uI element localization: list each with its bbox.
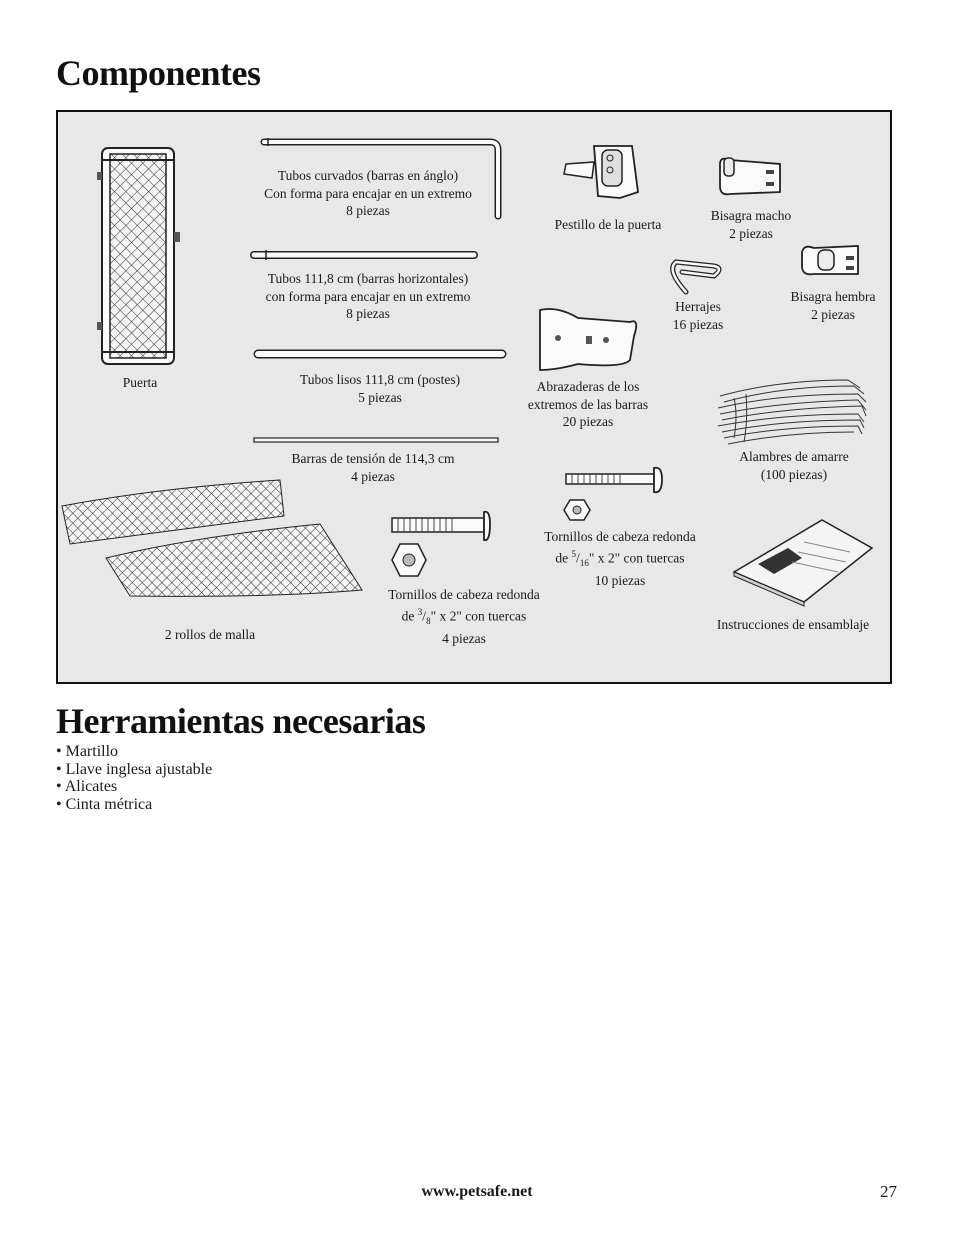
tension-bar-icon — [254, 438, 498, 442]
list-item: • Llave inglesa ajustable — [56, 760, 213, 778]
end-clamp-icon — [540, 309, 636, 370]
curved-tubes-label: Tubos curvados (barras en ánglo) Con forma para encajar en un extremo 8 piezas — [264, 168, 472, 218]
tie-wires-label: Alambres de amarre (100 piezas) — [739, 449, 849, 482]
page-title: Componentes — [56, 53, 261, 93]
mesh-rolls-label: 2 rollos de malla — [164, 627, 256, 642]
hardware-label: Herrajes 16 piezas — [672, 299, 724, 332]
components-panel — [56, 110, 892, 684]
end-clamps-label: Abrazaderas de los extremos de las barras 20 piezas — [527, 379, 649, 429]
footer-url: www.petsafe.net — [421, 1183, 533, 1200]
gate-label: Puerta — [122, 375, 158, 390]
gate-icon — [97, 148, 180, 364]
tools-title: Herramientas necesarias — [56, 701, 426, 741]
tools-list — [56, 743, 212, 813]
nut-38-icon — [392, 544, 426, 576]
bolt-516-icon — [566, 468, 662, 493]
list-item: • Cinta métrica — [56, 795, 153, 813]
instructions-booklet-icon — [734, 520, 872, 606]
tie-wires-icon — [718, 380, 866, 444]
gate-latch-label: Pestillo de la puerta — [554, 217, 662, 232]
list-item: • Martillo — [56, 743, 119, 760]
list-item: • Alicates — [56, 778, 118, 795]
page-number: 27 — [880, 1182, 897, 1201]
post-tubes-label: Tubos lisos 111,8 cm (postes) 5 piezas — [299, 372, 461, 405]
bolts-38-label: Tornillos de cabeza redonda de $^3/_8$" x 2" con tuercas 4 piezas — [388, 587, 540, 647]
gate-latch-icon — [564, 146, 638, 198]
female-hinge-icon — [802, 246, 858, 274]
male-hinge-label: Bisagra macho 2 piezas — [710, 208, 792, 241]
female-hinge-label: Bisagra hembra 2 piezas — [790, 289, 876, 322]
bolts-516-label: Tornillos de cabeza redonda de $^5/_{16}$" x 2" con tuercas 10 piezas — [544, 529, 696, 589]
horizontal-tube-icon — [254, 250, 474, 260]
nut-516-icon — [564, 500, 590, 520]
horizontal-tubes-label: Tubos 111,8 cm (barras horizontales) con forma para encajar en un extremo 8 piezas — [265, 271, 471, 321]
hardware-clip-icon — [673, 262, 719, 292]
male-hinge-icon — [720, 158, 780, 194]
bolt-38-icon — [392, 512, 490, 540]
mesh-roll-icon — [62, 480, 362, 596]
tension-bars-label: Barras de tensión de 114,3 cm 4 piezas — [291, 451, 455, 484]
instructions-label: Instrucciones de ensamblaje — [716, 617, 870, 632]
